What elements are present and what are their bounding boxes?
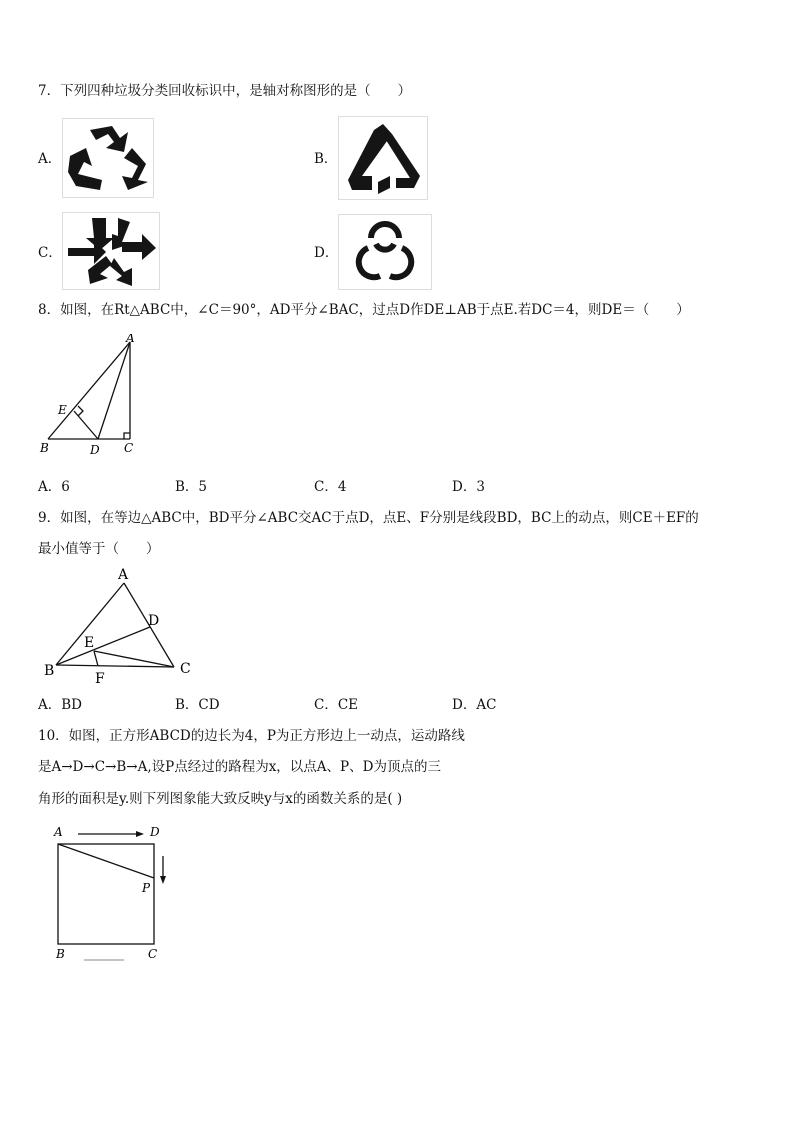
q9-option-c: C．CE	[314, 697, 359, 713]
biohazard-icon	[338, 214, 432, 294]
q8-option-d: D．3	[452, 479, 485, 495]
q10-label-c: C	[148, 947, 158, 961]
q10-label-d: D	[150, 825, 160, 839]
question-8-stem: 8．如图，在Rt△ABC中，∠C＝90°，AD平分∠BAC，过点D作DE⊥AB于点E.若DC＝4，则DE＝（ ）	[38, 302, 690, 318]
recycle-arrows-icon	[62, 118, 154, 202]
q7-option-d-label: D．	[314, 245, 339, 261]
q9-label-f: F	[95, 671, 105, 687]
q8-label-b: B	[40, 441, 49, 455]
question-9-stem-line-1: 9．如图，在等边△ABC中，BD平分∠ABC交AC于点D，点E、F分别是线段BD，BC上的动点，则CE＋EF的	[38, 510, 699, 526]
q9-label-e: E	[84, 635, 95, 651]
question-7-stem: 7．下列四种垃圾分类回收标识中，是轴对称图形的是（ ）	[38, 83, 412, 99]
question-10-stem-line-1: 10．如图，正方形ABCD的边长为4，P为正方形边上一动点，运动路线	[38, 728, 465, 744]
q10-label-b: B	[56, 947, 65, 961]
q9-label-a: A	[118, 567, 129, 583]
q9-triangle-figure	[40, 563, 200, 691]
q8-label-c: C	[124, 441, 134, 455]
q9-label-b: B	[44, 663, 55, 679]
q10-label-a: A	[54, 825, 63, 839]
question-9-stem-line-2: 最小值等于（ ）	[38, 541, 160, 557]
q9-option-b: B．CD	[175, 697, 220, 713]
four-arrows-icon	[62, 212, 160, 294]
q9-label-c: C	[180, 661, 191, 677]
q7-option-c-label: C．	[38, 245, 62, 261]
q7-option-a-label: A．	[38, 151, 62, 167]
q8-option-a: A．6	[38, 479, 70, 495]
q8-label-a: A	[126, 334, 135, 345]
q7-option-b-label: B．	[314, 151, 338, 167]
q8-triangle-figure	[36, 334, 146, 464]
q8-label-e: E	[58, 403, 67, 417]
q10-label-p: P	[142, 881, 151, 895]
q8-label-d: D	[90, 443, 100, 457]
q9-option-d: D．AC	[452, 697, 497, 713]
q8-option-c: C．4	[314, 479, 347, 495]
q9-label-d: D	[148, 613, 160, 629]
q9-option-a: A．BD	[38, 697, 82, 713]
question-10-stem-line-3: 角形的面积是y.则下列图象能大致反映y与x的函数关系的是( )	[38, 791, 403, 807]
triangle-arrows-icon	[338, 116, 428, 204]
q10-square-figure	[48, 822, 188, 968]
question-10-stem-line-2: 是A→D→C→B→A,设P点经过的路程为x，以点A、P、D为顶点的三	[38, 759, 441, 775]
q8-option-b: B．5	[175, 479, 208, 495]
